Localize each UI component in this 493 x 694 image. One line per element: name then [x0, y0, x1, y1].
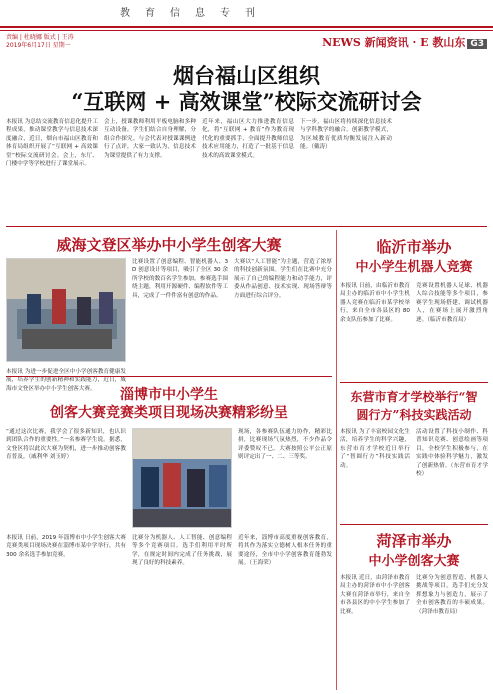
zibo-headline-line2: 创客大赛竞赛类项目现场决赛精彩纷呈: [50, 405, 288, 421]
editor-line: 责编 | 杜晓娜 版式 | 王涛: [6, 34, 74, 41]
dongying-divider: [340, 524, 488, 525]
lead-col-3: 近年来，福山区大力推进教育信息化，将“互联网 + 教育”作为教育现代化的重要抓手，全面提升教师信息技术应用能力，打造了一批基于信息技术的高效课堂模式。: [202, 119, 294, 159]
lead-title-line2: “互联网 + 高效课堂”校际交流研讨会: [71, 89, 422, 114]
page-meta: [6, 34, 74, 50]
zibo-col-4: 近年来，淄博市高度重视创客教育，将其作为落实立德树人根本任务的重要途径，全市中小学创客教育蓬勃发展。（王海荣）: [238, 535, 332, 567]
lead-col-2: 会上，授课教师利用平板电脑和多种互动设备，学生们结合自身理解，分组合作探究。与会代表对授课课例进行了点评，大家一致认为，信息技术为课堂提供了有力支撑。: [104, 119, 196, 159]
heze-headline-line2: 中小学创客大赛: [368, 554, 460, 569]
weihai-col-1: 本报讯 为进一步促进全区中小学创客教育健康发展，培养学生的创新精神和实践能力，近日，威海市文登区举办中小学生创客大赛。: [6, 369, 126, 392]
heze-col-1: 本报讯 近日，由菏泽市教育局主办的菏泽市中小学创客大赛在菏泽市举行，来自全市各县区的中小学生参加了比赛。: [340, 575, 410, 615]
banner-rule-thin: [0, 30, 493, 31]
section-header: [322, 34, 487, 50]
banner-rule: [0, 26, 493, 28]
lead-col-5: [398, 118, 487, 222]
lead-col-1: 本报讯 为总结交流教育信息化提升工程成果，推动课堂教学与信息技术深度融合，近日，烟台市福山区教育和体育局组织开展了“互联网 + 高效课堂”校际交流研讨会。会上，东厅、门楼中学等学校进行了课堂展示。: [6, 119, 98, 168]
heze-headline-line1: 菏泽市举办: [376, 532, 452, 550]
zibo-col-2: 比赛分为机器人、人工智能、创意编程等多个竞赛项目。选手们利用平时所学，在规定时间内完成了任务挑战，展现了良好的科技素养。: [132, 535, 232, 567]
linyi-headline-line1: 临沂市举办: [376, 238, 452, 256]
column-divider: [336, 230, 337, 690]
linyi-headline-line2: 中小学生机器人竞赛: [355, 260, 473, 275]
weihai-divider: [6, 376, 332, 377]
zibo-col-3: 现场，各参赛队伍通力协作，精彩比拼，比赛现场气氛热烈，不少作品令评委赞叹不已。大赛按照公平公正原则评定出了一、二、三等奖。: [238, 429, 332, 461]
dongying-headline-line2: 圆行方”科技实践活动: [356, 408, 472, 422]
lead-divider: [6, 226, 487, 227]
banner-title: 教育信息专刊: [120, 8, 270, 19]
section-label: NEWS 新闻资讯 · E 教山东: [322, 36, 466, 49]
zibo-photo: [132, 428, 232, 528]
weihai-col-4: “通过这次比赛，我学会了很多新知识，也认识到团队合作的重要性。”一名参赛学生说。据悉，文登区将以此次大赛为契机，进一步推动创客教育普及。（戚利华 刘玉婷）: [6, 429, 126, 461]
weihai-headline: 威海文登区举办中小学生创客大赛: [56, 236, 282, 254]
date-line: 2019年6月17日 星期一: [6, 42, 71, 49]
lead-col-4: 下一步，福山区将持续深化信息技术与学科教学的融合，创新教学模式，为区域教育优质均衡发展注入新动能。（戴涛）: [300, 119, 392, 151]
weihai-col-2: 比赛设置了创意编程、智能机器人、3D 创意设计等项目，吸引了全区 30 余所学校的数百名学生参加。参赛选手围绕主题，利用开源硬件、编程软件等工具，完成了一件件富有创意的作品。: [132, 259, 228, 299]
linyi-divider: [340, 382, 488, 383]
dongying-col-2: 活动设置了科技小制作、科普知识竞赛、创意绘画等项目，全校学生积极参与，在实践中体验科学魅力，激发了创新热情。（东营市育才学校）: [416, 429, 488, 478]
banner: [0, 0, 493, 24]
page-number: G3: [467, 39, 487, 49]
heze-col-2: 比赛分为创意智造、机器人挑战等项目，选手们充分发挥想象力与创造力，展示了全市创客教育的丰硕成果。（菏泽市教育局）: [416, 575, 488, 615]
linyi-col-1: 本报讯 日前，由临沂市教育局主办的临沂市中小学生机器人竞赛在临沂市某学校举行，来自全市各县区的 80 余支队伍参加了比赛。: [340, 283, 410, 323]
lead-title-line1: 烟台福山区组织: [173, 63, 320, 88]
weihai-col-3: 大赛以“人工智能”为主题，营造了浓厚的科技创新氛围。学生们在比赛中充分展示了自己的编程能力和动手能力，评委从作品创意、技术实现、现场答辩等方面进行综合评分。: [234, 259, 332, 299]
weihai-photo: [6, 258, 126, 362]
zibo-col-1: 本报讯 日前，2019 年淄博市中小学生创客大赛竞赛类项目现场决赛在淄博市某中学举行，共有 300 余名选手参加竞赛。: [6, 535, 126, 558]
linyi-col-2: 竞赛设置机器人足球、机器人综合技能等多个项目，参赛学生现场搭建、调试机器人，在赛场上展开激烈角逐。（临沂市教育局）: [416, 283, 488, 323]
dongying-headline-line1: 东营市育才学校举行“智: [350, 390, 478, 404]
zibo-headline-line1: 淄博市中小学生: [120, 387, 218, 403]
dongying-col-1: 本报讯 为了丰富校园文化生活，培养学生的科学兴趣，东营市育才学校近日举行了“智圆行方”科技实践活动。: [340, 429, 410, 469]
